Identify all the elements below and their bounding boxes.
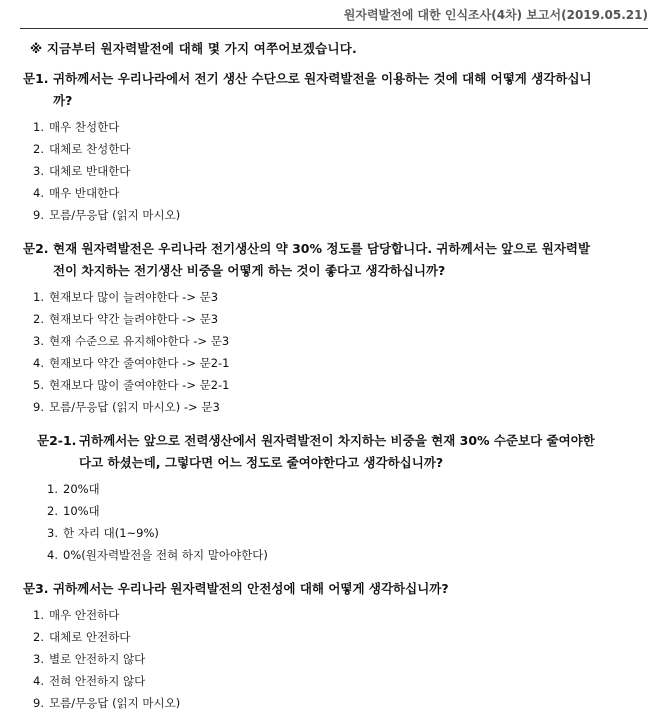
option-number: 3. [47, 526, 58, 540]
option-number: 1. [47, 482, 58, 496]
option-number: 2. [47, 504, 58, 518]
answer-option [33, 692, 593, 714]
option-label: 현재보다 약간 늘려야한다 -> 문3 [49, 312, 219, 326]
option-label: 별로 안전하지 않다 [49, 652, 146, 666]
question-1-number: 문1. [23, 71, 49, 86]
answer-option [47, 478, 597, 500]
question-3-title [23, 578, 593, 600]
option-label: 매우 반대한다 [49, 186, 120, 200]
question-3 [23, 578, 593, 714]
report-header: 원자력발전에 대한 인식조사(4차) 보고서(2019.05.21) [20, 6, 648, 29]
question-1-text: 귀하께서는 우리나라에서 전기 생산 수단으로 원자력발전을 이용하는 것에 대해 어떻게 생각하십니까? [53, 71, 592, 108]
answer-option [47, 500, 597, 522]
option-number: 3. [33, 334, 44, 348]
answer-option [33, 286, 593, 308]
question-2-number: 문2. [23, 241, 49, 256]
answer-option [33, 138, 593, 160]
option-label: 현재 수준으로 유지해야한다 -> 문3 [49, 334, 230, 348]
option-label: 0%(원자력발전을 전혀 하지 말아야한다) [63, 548, 268, 562]
answer-option [33, 604, 593, 626]
question-2-options [23, 286, 593, 418]
answer-option [33, 374, 593, 396]
answer-option [33, 182, 593, 204]
question-3-options [23, 604, 593, 714]
question-3-text: 귀하께서는 우리나라 원자력발전의 안전성에 대해 어떻게 생각하십니까? [53, 581, 449, 596]
answer-option [33, 160, 593, 182]
option-number: 1. [33, 290, 44, 304]
question-2-1-options [37, 478, 597, 566]
option-label: 모름/무응답 (읽지 마시오) [49, 696, 181, 710]
answer-option [33, 308, 593, 330]
question-2-1-text: 귀하께서는 앞으로 전력생산에서 원자력발전이 차지하는 비중을 현재 30% 수준보다 줄여야한다고 하셨는데, 그렇다면 어느 정도로 줄여야한다고 생각하십니까? [79, 433, 595, 470]
option-number: 9. [33, 696, 44, 710]
question-1-title [23, 68, 593, 112]
option-number: 4. [33, 186, 44, 200]
question-2 [23, 238, 593, 418]
option-label: 모름/무응답 (읽지 마시오) [49, 208, 181, 222]
answer-option [33, 116, 593, 138]
option-label: 매우 안전하다 [49, 608, 120, 622]
option-label: 현재보다 많이 줄여야한다 -> 문2-1 [49, 378, 230, 392]
question-2-text: 현재 원자력발전은 우리나라 전기생산의 약 30% 정도를 담당합니다. 귀하께서는 앞으로 원자력발전이 차지하는 전기생산 비중을 어떻게 하는 것이 좋다고 생각하십니까? [53, 241, 591, 278]
option-label: 대체로 반대한다 [49, 164, 131, 178]
option-label: 대체로 안전하다 [49, 630, 131, 644]
option-number: 4. [33, 674, 44, 688]
option-number: 3. [33, 652, 44, 666]
option-number: 4. [33, 356, 44, 370]
option-number: 1. [33, 608, 44, 622]
question-2-1 [37, 430, 597, 566]
answer-option [47, 544, 597, 566]
question-2-title [23, 238, 593, 282]
option-number: 1. [33, 120, 44, 134]
option-number: 9. [33, 208, 44, 222]
option-number: 5. [33, 378, 44, 392]
option-label: 전혀 안전하지 않다 [49, 674, 146, 688]
answer-option [33, 670, 593, 692]
option-number: 3. [33, 164, 44, 178]
answer-option [33, 648, 593, 670]
option-number: 2. [33, 630, 44, 644]
answer-option [33, 352, 593, 374]
answer-option [33, 330, 593, 352]
question-3-number: 문3. [23, 581, 49, 596]
option-label: 10%대 [63, 504, 100, 518]
option-label: 현재보다 약간 줄여야한다 -> 문2-1 [49, 356, 230, 370]
question-1-options [23, 116, 593, 226]
option-number: 9. [33, 400, 44, 414]
option-label: 매우 찬성한다 [49, 120, 120, 134]
question-2-1-title [37, 430, 597, 474]
option-label: 한 자리 대(1~9%) [63, 526, 159, 540]
option-label: 모름/무응답 (읽지 마시오) -> 문3 [49, 400, 220, 414]
intro-text: ※ 지금부터 원자력발전에 대해 몇 가지 여쭈어보겠습니다. [30, 41, 357, 56]
option-label: 현재보다 많이 늘려야한다 -> 문3 [49, 290, 219, 304]
answer-option [33, 204, 593, 226]
option-number: 2. [33, 142, 44, 156]
answer-option [33, 396, 593, 418]
option-label: 대체로 찬성한다 [49, 142, 131, 156]
question-2-1-number: 문2-1. [37, 433, 77, 448]
answer-option [33, 626, 593, 648]
option-label: 20%대 [63, 482, 100, 496]
question-1 [23, 68, 593, 226]
answer-option [47, 522, 597, 544]
option-number: 2. [33, 312, 44, 326]
option-number: 4. [47, 548, 58, 562]
